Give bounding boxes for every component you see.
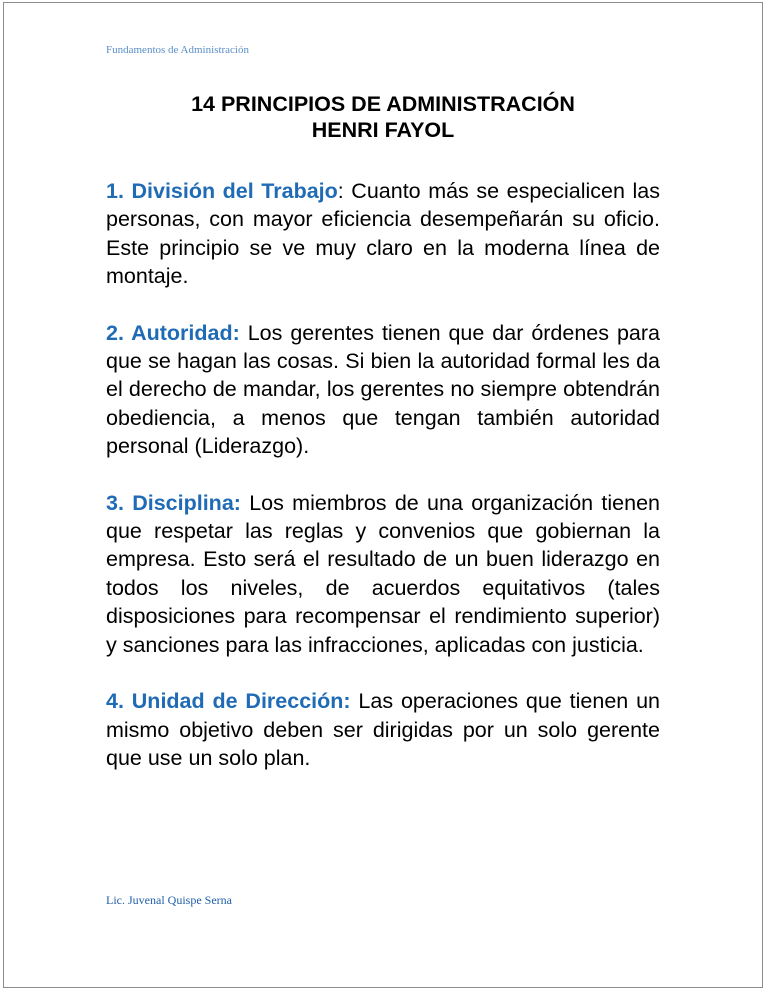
principle-1 [106, 177, 660, 291]
principle-3 [106, 489, 660, 659]
document-title [106, 91, 660, 143]
principle-3-heading: 3. Disciplina: [106, 490, 241, 515]
principle-1-text: Cuanto más se especialicen las personas, con mayor eficiencia desempeñarán su oficio. Este principio se ve muy claro en la moderna línea de montaje. [106, 179, 660, 289]
principle-4-heading: 4. Unidad de Dirección: [106, 689, 351, 714]
page-footer: Lic. Juvenal Quispe Serna [106, 893, 232, 907]
title-line-2: HENRI FAYOL [311, 118, 455, 142]
principles-list [106, 177, 660, 800]
principle-1-separator: : [337, 179, 344, 203]
principle-2-heading: 2. Autoridad: [106, 320, 240, 345]
principle-3-text: Los miembros de una organización tienen que respetar las reglas y convenios que gobiernan la empresa. Esto será el resultado de un buen liderazgo en todos los niveles, de acuerdos equitativos (tales disposiciones para recompensar el rendimiento superior) y sanciones para las infracciones, aplicadas con justicia. [106, 490, 660, 657]
principle-4-text: Las operaciones que tienen un mismo objetivo deben ser dirigidas por un solo gerente que use un solo plan. [106, 689, 660, 770]
principle-2-text: Los gerentes tienen que dar órdenes para que se hagan las cosas. Si bien la autoridad formal les da el derecho de mandar, los gerentes no siempre obtendrán obediencia, a menos que tengan también autoridad personal (Liderazgo). [106, 320, 660, 459]
principle-2 [106, 319, 660, 461]
principle-1-heading: 1. División del Trabajo [106, 179, 338, 203]
title-line-1: 14 PRINCIPIOS DE ADMINISTRACIÓN [191, 92, 575, 116]
page-header: Fundamentos de Administración [106, 44, 249, 56]
principle-4 [106, 687, 660, 772]
